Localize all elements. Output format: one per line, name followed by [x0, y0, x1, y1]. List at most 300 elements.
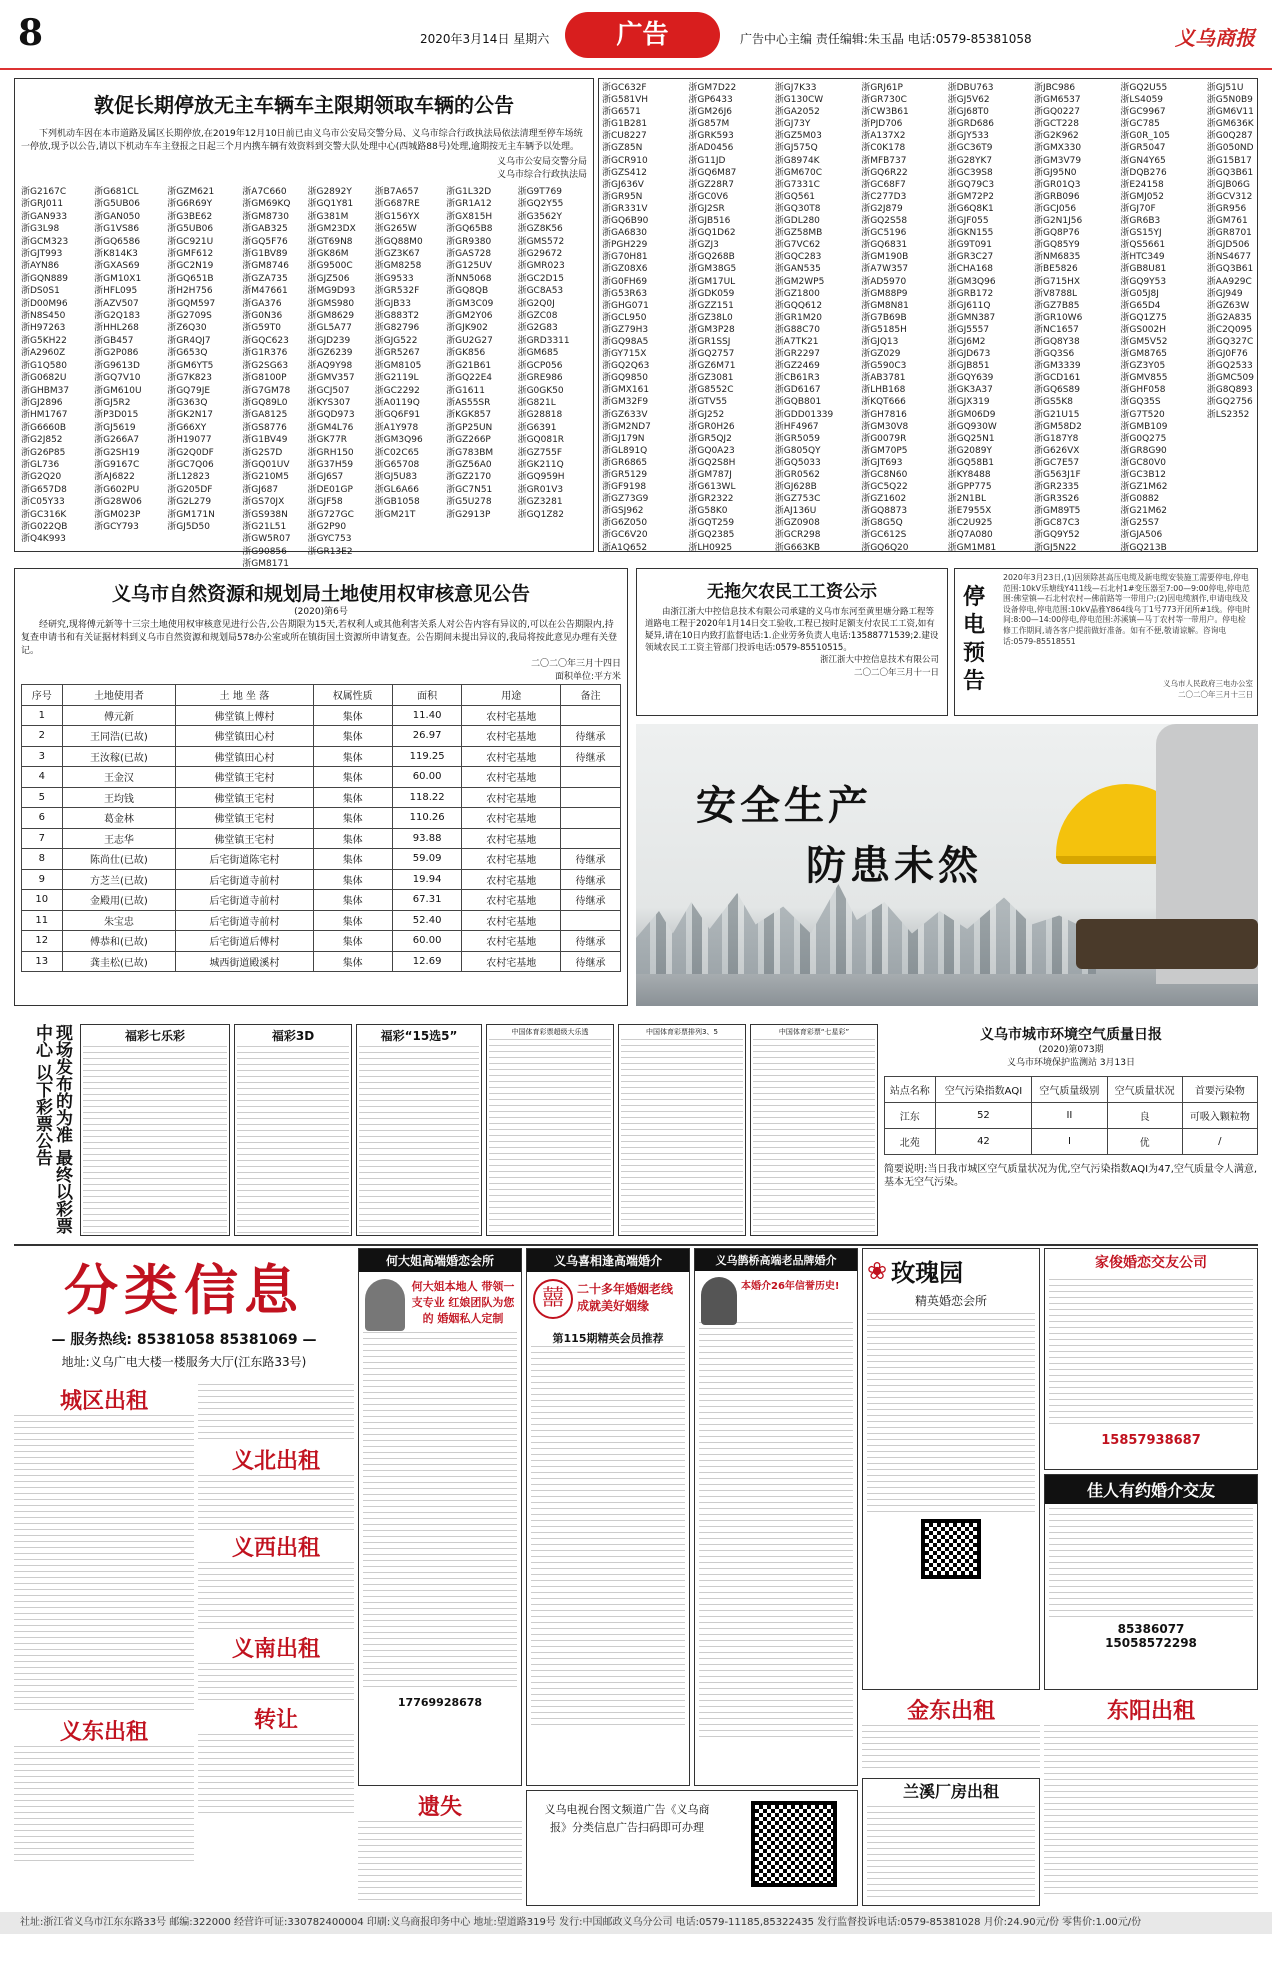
lost-section [358, 1790, 522, 1906]
table-cell: 待继承 [561, 746, 621, 767]
plate-number: 浙G7VC62 [774, 240, 821, 251]
table-cell: 8 [22, 849, 63, 870]
plate-number: 浙A1Q652 [602, 542, 648, 553]
plate-number: 浙2N1BL [947, 494, 986, 505]
plate-number: 浙GJ687 [242, 484, 279, 495]
plate-number: 浙G1B281 [602, 119, 648, 130]
plate-number: 浙DQB276 [1120, 167, 1167, 178]
plate-number: 浙GC7E57 [1033, 457, 1080, 468]
plate-number: 浙G25S7 [1120, 518, 1160, 529]
page-header [0, 0, 1272, 70]
plate-number: 浙G663KB [774, 542, 821, 553]
plate-number: 浙GZ755F [517, 447, 563, 458]
plate-number: 浙GRE986 [517, 373, 563, 384]
plate-number: 浙GAN050 [94, 211, 141, 222]
plate-number: 浙GQ2S8H [688, 457, 736, 468]
plate-number: 浙GM7D22 [688, 83, 737, 93]
plate-number: 浙G82796 [374, 323, 420, 334]
plate-number: 浙GC9967 [1120, 107, 1166, 118]
table-cell: 待继承 [561, 869, 621, 890]
plate-number: 浙GJ2SR [688, 203, 725, 214]
land-table-header: 备注 [561, 685, 621, 706]
table-row [885, 1103, 1258, 1129]
plate-number: 浙GQ6M87 [688, 167, 737, 178]
west-rent-heading: 义西出租 [231, 1536, 320, 1561]
table-cell [561, 705, 621, 726]
plate-number: 浙GJK902 [446, 323, 488, 334]
plate-number: 浙G9613D [94, 360, 140, 371]
plate-number: 浙G7331C [774, 179, 820, 190]
plate-number: 浙GJQ13 [861, 336, 899, 347]
plate-list-b [242, 186, 370, 570]
plate-number: 浙AYN86 [21, 261, 60, 272]
table-cell: 农村宅基地 [462, 726, 561, 747]
marriage-he-sub: 何大姐本地人 带领一支专业 红娘团队为您的 婚姻私人定制 [411, 1280, 515, 1325]
plate-number: 浙GJ73Y [774, 119, 811, 130]
plate-number: 浙G883T2 [374, 311, 420, 322]
air-table-header: 空气质量级别 [1032, 1077, 1107, 1103]
plate-number: 浙GMF612 [167, 249, 214, 260]
plate-number: 浙G857M [688, 119, 730, 130]
plate-number: 浙GM88P9 [861, 288, 908, 299]
plate-number: 浙GR95N [602, 191, 643, 202]
plate-number: 浙GJB516 [688, 216, 731, 227]
table-cell: 佛堂镇田心村 [176, 746, 313, 767]
plate-number: 浙NS4677 [1206, 252, 1252, 263]
plate-number: 浙GQ6S89 [1033, 385, 1080, 396]
editor-info: 广告中心主编 责任编辑:朱玉晶 电话:0579-85381058 [740, 32, 1032, 46]
plate-number: 浙G1BV89 [242, 249, 288, 260]
plate-number: 浙G2167C [21, 187, 67, 197]
plate-number: 浙GR4QJ7 [167, 335, 211, 346]
plate-number: 浙GMR023 [517, 261, 565, 272]
table-row [22, 869, 621, 890]
table-row [22, 787, 621, 808]
lottery-daletou [486, 1024, 614, 1236]
plate-number: 浙GRB096 [1033, 191, 1080, 202]
plate-number: 浙GM26J6 [688, 107, 732, 118]
tv-ad [526, 1790, 858, 1906]
plate-number: 浙GM3339 [1033, 361, 1081, 372]
table-cell: 4 [22, 767, 63, 788]
plate-number: 浙GM2ND7 [602, 421, 651, 432]
qr-code [921, 1519, 981, 1579]
plate-number: 浙G28818 [517, 410, 563, 421]
plate-number: 浙G21U15 [1033, 409, 1080, 420]
table-cell: 佛堂镇上傅村 [176, 705, 313, 726]
plate-number: 浙GQ2Y55 [517, 199, 564, 210]
plate-number: 浙HHL268 [94, 323, 139, 334]
plate-number: 浙AZV507 [94, 298, 139, 309]
plate-number: 浙GYC753 [307, 534, 352, 545]
plate-number: 浙GC5196 [861, 228, 907, 239]
plate-number: 浙GM3C09 [446, 298, 494, 309]
plate-number: 浙GR5QJ2 [688, 433, 732, 444]
plate-number: 浙GK2N17 [167, 410, 213, 421]
table-cell: 59.09 [392, 849, 462, 870]
plate-number: 浙GK77R [307, 435, 348, 446]
wage-notice-body: 由浙江浙大中控信息技术有限公司承建的义乌市东河至黄里塘分路工程等道路电工程于2020年1月14日交工验收,工程已按时足额支付农民工工资,如有疑异,请在10日内致打监督电话:1.企业劳务负责人电话:13588771539;2.建设领域农民工工资主管部门投诉电话:0579-85510515。 [645, 607, 939, 653]
land-table-header: 用途 [462, 685, 561, 706]
plate-number: 浙G1611 [446, 385, 485, 396]
plate-number: 浙GQ9Y52 [1033, 530, 1080, 541]
plate-number: 浙G7K823 [167, 373, 212, 384]
plate-number: 浙GJ6M2 [947, 336, 986, 347]
plate-number: 浙G7T520 [1120, 409, 1165, 420]
plate-number: 浙A2960Z [21, 348, 66, 359]
plate-number: 浙GQ5F76 [242, 236, 288, 247]
plate-number: 浙G2SG63 [242, 360, 289, 371]
table-cell: 龚圭松(已故) [62, 951, 176, 972]
plate-number: 浙PJD706 [861, 119, 903, 130]
plate-number: 浙G70H81 [602, 252, 648, 263]
safety-slogan-2: 防患未然 [806, 842, 982, 889]
plate-number: 浙GJ5U83 [374, 472, 418, 483]
land-table-header: 土 地 坐 落 [176, 685, 313, 706]
plate-number: 浙GM2Y06 [446, 311, 493, 322]
plate-number: 浙GQ2U55 [1120, 83, 1168, 93]
plate-number: 浙GJ6S7 [307, 472, 344, 483]
plate-number: 浙GJ70F [1120, 203, 1156, 214]
plate-number: 浙G727GC [307, 509, 354, 520]
transfer-heading: 转让 [253, 1708, 298, 1733]
air-quality [884, 1024, 1258, 1236]
plate-number: 浙GQ561 [774, 191, 816, 202]
plate-number: 浙GA2052 [774, 107, 820, 118]
classified-hotline: — 服务热线: 85381058 85381069 — [51, 1332, 317, 1348]
plate-number: 浙C277D3 [861, 191, 907, 202]
safety-ad [636, 724, 1258, 1006]
plate-number: 浙GQ1Y81 [307, 199, 354, 210]
air-note: 简要说明:当日我市城区空气质量状况为优,空气污染指数AQI为47,空气质量令人满意,基本无空气污染。 [884, 1164, 1258, 1188]
table-cell: 待继承 [561, 951, 621, 972]
lottery-15x5 [356, 1024, 482, 1236]
plate-number: 浙G210M5 [242, 472, 289, 483]
plate-number: 浙GM6YT5 [167, 360, 214, 371]
table-cell: 农村宅基地 [462, 890, 561, 911]
plate-number: 浙AJ136U [774, 506, 817, 517]
lottery-pailie [618, 1024, 746, 1236]
plate-number: 浙G613WL [688, 482, 736, 493]
table-cell: 陈尚仕(已故) [62, 849, 176, 870]
plate-number: 浙V8788L [1033, 288, 1078, 299]
plate-number: 浙GJB33 [374, 298, 411, 309]
plate-number: 浙GQ65B8 [446, 224, 493, 235]
plate-number: 浙G2Q183 [94, 311, 141, 322]
air-table-header: 空气污染指数AQI [935, 1077, 1032, 1103]
east-rent-heading: 义东出租 [59, 1720, 148, 1745]
plate-number: 浙GK211Q [517, 459, 564, 470]
plate-number: 浙GQ85Y9 [1033, 240, 1080, 251]
plate-number: 浙LS2352 [1206, 409, 1250, 420]
table-cell: 13 [22, 951, 63, 972]
table-cell: 60.00 [392, 931, 462, 952]
plate-number: 浙G5KH22 [21, 335, 67, 346]
table-cell: 42 [935, 1129, 1032, 1155]
table-cell: 5 [22, 787, 63, 808]
table-cell: 7 [22, 828, 63, 849]
plate-number: 浙GB8U81 [1120, 264, 1167, 275]
plate-number: 浙GP6433 [688, 95, 733, 106]
plate-number: 浙GM8629 [307, 311, 355, 322]
table-row [22, 828, 621, 849]
table-cell: 方芝兰(已故) [62, 869, 176, 890]
table-cell: 3 [22, 746, 63, 767]
plate-number: 浙GR6865 [602, 457, 648, 468]
plate-number: 浙GC39S8 [947, 167, 993, 178]
plate-number: 浙GC80V0 [1120, 457, 1166, 468]
plate-number: 浙GM8105 [374, 360, 422, 371]
plate-number: 浙G0N36 [242, 311, 283, 322]
power-notice [954, 568, 1258, 716]
power-notice-body: 2020年3月23日,(1)因须除甚高压电缆及新电缆安装施工需要停电,停电范围:10kV乐塘线Y411线—石北村1#变压器至7:00—9:00停电,停电范围:佛堂镇—石北村农村—佛前路等一带用户;(2)因电缆割作,申请电线及设备停电,停电范围:10kV晶雅Y864线乌丁1号773开闭所#1线。停电时间:8:00—14:00停电,停电范围:苏溪镇—马丁农村等一带用户。停电检修工作期间,请各客户提前做好准备。如有不便,敬请谅解。咨询电话:0579-85518551 [1003, 573, 1251, 646]
jiaren-ad [1044, 1474, 1258, 1690]
plate-number: 浙G266A7 [94, 435, 140, 446]
plate-number: 浙G15B17 [1206, 155, 1252, 166]
plate-number: 浙KGK857 [446, 410, 492, 421]
plate-number: 浙AS55SR [446, 397, 491, 408]
plate-number: 浙GZ633V [602, 409, 648, 420]
plate-number: 浙GZ73G9 [602, 494, 649, 505]
plate-number: 浙G187Y8 [1033, 433, 1079, 444]
plate-number: 浙G2G83 [517, 323, 558, 334]
plate-number: 浙GRH150 [307, 447, 354, 458]
plate-number: 浙G363Q [167, 397, 208, 408]
plate-number: 浙Q4K993 [21, 534, 66, 545]
table-cell [561, 808, 621, 829]
land-table-header: 权属性质 [313, 685, 392, 706]
plate-number: 浙G6571 [602, 107, 641, 118]
plate-number: 浙AA929C [1206, 276, 1252, 287]
table-cell: 10 [22, 890, 63, 911]
plate-number: 浙GZJ3 [688, 240, 719, 251]
plate-number: 浙GQ2533 [1206, 361, 1253, 372]
plate-number: 浙GQ651B [167, 273, 214, 284]
air-table-header: 空气质量状况 [1107, 1077, 1182, 1103]
plate-number: 浙GJF58 [307, 497, 343, 508]
plate-number: 浙GM58D2 [1033, 421, 1082, 432]
plate-number: 浙GR5047 [1120, 143, 1166, 154]
plate-number: 浙GMX161 [602, 385, 650, 396]
daletou-title: 中国体育彩票超级大乐透 [511, 1028, 589, 1036]
plate-number: 浙H19077 [167, 435, 212, 446]
plate-number: 浙GR10W6 [1033, 312, 1083, 323]
plate-number: 浙GM6V11 [1206, 107, 1254, 118]
plate-number: 浙A1Y978 [374, 422, 419, 433]
plate-number: 浙GQ213B [1120, 542, 1167, 553]
plate-number: 浙G6Q8K1 [947, 203, 994, 214]
table-cell: 93.88 [392, 828, 462, 849]
table-row [22, 705, 621, 726]
plate-number: 浙GM4L76 [307, 422, 354, 433]
plate-number: 浙GY715X [602, 349, 647, 360]
table-cell: 王汝稼(已故) [62, 746, 176, 767]
table-cell: 52.40 [392, 910, 462, 931]
plate-number: 浙GM3Q96 [374, 435, 423, 446]
table-cell: 集体 [313, 767, 392, 788]
plate-number: 浙GZ85N [602, 143, 643, 154]
plate-number: 浙GR1M20 [774, 312, 822, 323]
plate-number: 浙LHB168 [861, 385, 906, 396]
plate-number: 浙GRD686 [947, 119, 994, 130]
plate-number: 浙A7TK21 [774, 336, 819, 347]
rose-ad [862, 1248, 1040, 1690]
plate-number: 浙H2H756 [167, 286, 213, 297]
rose-icon: ❀ [867, 1256, 888, 1285]
plate-number: 浙A7W357 [861, 264, 909, 275]
plate-number: 浙P3D015 [94, 410, 139, 421]
table-cell: 待继承 [561, 890, 621, 911]
wage-notice-sign: 浙江浙大中控信息技术有限公司 [819, 655, 939, 665]
table-cell: 2 [22, 726, 63, 747]
plate-number: 浙GZ79H3 [602, 324, 649, 335]
table-cell: 后宅街道后傅村 [176, 931, 313, 952]
plate-number: 浙GZA735 [242, 273, 288, 284]
plate-number: 浙GJ252 [688, 409, 725, 420]
plate-number: 浙GC7Q06 [167, 459, 214, 470]
plate-list-c [374, 186, 587, 520]
plate-number: 浙GQ58B1 [947, 457, 995, 468]
marriage-xi-event: 第115期精英会员推荐 [552, 1332, 664, 1345]
plate-number: 浙G2J879 [861, 203, 903, 214]
plate-number: 浙M47661 [242, 286, 288, 297]
table-cell: 农村宅基地 [462, 767, 561, 788]
plate-number: 浙GC2D15 [517, 273, 564, 284]
plate-number: 浙GA6830 [602, 228, 648, 239]
plate-number: 浙K814K3 [94, 249, 138, 260]
south-rent-heading: 义南出租 [231, 1637, 320, 1662]
plate-number: 浙G205DF [167, 484, 213, 495]
plate-number: 浙G563J1F [1033, 470, 1081, 480]
land-notice [14, 568, 628, 1006]
table-cell: 集体 [313, 808, 392, 829]
plate-number: 浙GL5A77 [307, 323, 352, 334]
plate-number: 浙GXAS69 [94, 261, 140, 272]
plate-number: 浙GZ58MB [774, 228, 823, 239]
plate-number: 浙GJ611Q [947, 300, 991, 311]
plate-number: 浙GM17UL [688, 276, 736, 287]
table-row [22, 910, 621, 931]
plate-number: 浙G88C70 [774, 324, 820, 335]
plate-number: 浙G8G5Q [861, 518, 903, 529]
lost-heading: 遗失 [417, 1795, 462, 1820]
plate-number: 浙G687RE [374, 199, 420, 210]
plate-number: 浙GJD239 [307, 335, 351, 346]
plate-number: 浙GA376 [242, 298, 282, 309]
plate-number: 浙GZ28R7 [688, 179, 734, 190]
plate-number: 浙GZ0908 [774, 518, 820, 529]
plate-number: 浙GR8701 [1206, 228, 1252, 239]
plate-number: 浙GK86M [307, 249, 349, 260]
plate-number: 浙GM69KQ [242, 199, 291, 210]
plate-number: 浙GM32F9 [602, 397, 649, 408]
plate-number: 浙GM23DX [307, 224, 356, 235]
plate-number: 浙GQ6R22 [861, 167, 908, 178]
safety-slogan-1: 安全生产 [696, 782, 872, 829]
plate-number: 浙GC612S [861, 530, 907, 541]
plate-number: 浙G1Q580 [21, 360, 67, 371]
plate-number: 浙G130CW [774, 95, 824, 106]
plate-number: 浙MFB737 [861, 155, 907, 166]
plate-number: 浙G3BE62 [167, 211, 213, 222]
plate-number: 浙GDL280 [774, 216, 820, 227]
plate-number: 浙GQ8Y38 [1033, 336, 1080, 347]
plate-number: 浙GZ2469 [774, 361, 820, 372]
plate-number: 浙GK3A37 [947, 385, 993, 396]
plate-number: 浙GJ51U [1206, 83, 1244, 93]
plate-number: 浙G8Q893 [1206, 385, 1253, 396]
plate-number: 浙CU8227 [602, 131, 647, 142]
plate-number: 浙GM8258 [374, 261, 422, 272]
lottery-3d [234, 1024, 352, 1236]
plate-number: 浙G0Q275 [1120, 433, 1167, 444]
plate-number: 浙G2119L [374, 373, 419, 384]
table-cell: 农村宅基地 [462, 787, 561, 808]
plate-number: 浙GZ3K67 [374, 249, 420, 260]
table-cell: 集体 [313, 869, 392, 890]
plate-number: 浙GR5059 [774, 433, 820, 444]
plate-number: 浙GMS572 [517, 236, 565, 247]
table-row [22, 890, 621, 911]
plate-number: 浙GZ753C [774, 494, 821, 505]
marriage-xi-title: 义乌喜相逢高端婚介 [527, 1249, 689, 1272]
table-cell: 农村宅基地 [462, 705, 561, 726]
plate-number: 浙GM6537 [1033, 95, 1081, 106]
plate-number: 浙GHF058 [1120, 385, 1166, 396]
plate-number: 浙G65708 [374, 459, 420, 470]
plate-number: 浙GJ68T0 [947, 107, 989, 118]
table-cell [561, 767, 621, 788]
plate-number: 浙G21L51 [242, 521, 287, 532]
plate-number: 浙GK856 [446, 348, 486, 359]
plate-number: 浙GQ1Z75 [1120, 312, 1167, 323]
vehicle-notice [14, 78, 594, 570]
plate-number: 浙GC0V6 [688, 191, 729, 202]
marriage-que-title: 义乌鹊桥高端老品牌婚介 [695, 1249, 857, 1271]
plate-number: 浙GQY639 [947, 373, 994, 384]
plate-number: 浙G21M62 [1120, 506, 1168, 517]
plate-number: 浙G821L [517, 397, 556, 408]
plate-number: 浙GR956 [1206, 203, 1247, 214]
plate-number: 浙GQ98A5 [602, 336, 649, 347]
plate-number: 浙GDD01339 [774, 409, 834, 420]
plate-number: 浙G0882 [1120, 494, 1160, 505]
plate-number: 浙GCP056 [517, 360, 563, 371]
plate-number: 浙G581VH [602, 95, 649, 106]
table-cell: 佛堂镇田心村 [176, 726, 313, 747]
plate-number: 浙GS5K8 [1033, 397, 1074, 408]
plate-number: 浙GJ179N [602, 433, 645, 444]
table-row [22, 746, 621, 767]
plate-number: 浙GP25UN [446, 422, 493, 433]
table-cell: 11.40 [392, 705, 462, 726]
plate-number: 浙G022QB [21, 521, 68, 532]
marriage-ad-he [358, 1248, 522, 1786]
classified-header [14, 1248, 354, 1378]
table-cell: 待继承 [561, 726, 621, 747]
plate-number: 浙GR0562 [774, 470, 820, 480]
plate-number: 浙GC785 [1120, 119, 1160, 130]
air-table [884, 1076, 1258, 1155]
table-cell: 农村宅基地 [462, 951, 561, 972]
plate-number: 浙C2U925 [947, 518, 993, 529]
classified-title: 分类信息 [64, 1258, 304, 1322]
plate-number: 浙GZ266P [446, 435, 491, 446]
plate-number: 浙GM610U [94, 385, 142, 396]
table-cell: 可吸入颗粒物 [1182, 1103, 1257, 1129]
plate-number: 浙GH7816 [861, 409, 907, 420]
plate-number: 浙G9533 [374, 273, 414, 284]
